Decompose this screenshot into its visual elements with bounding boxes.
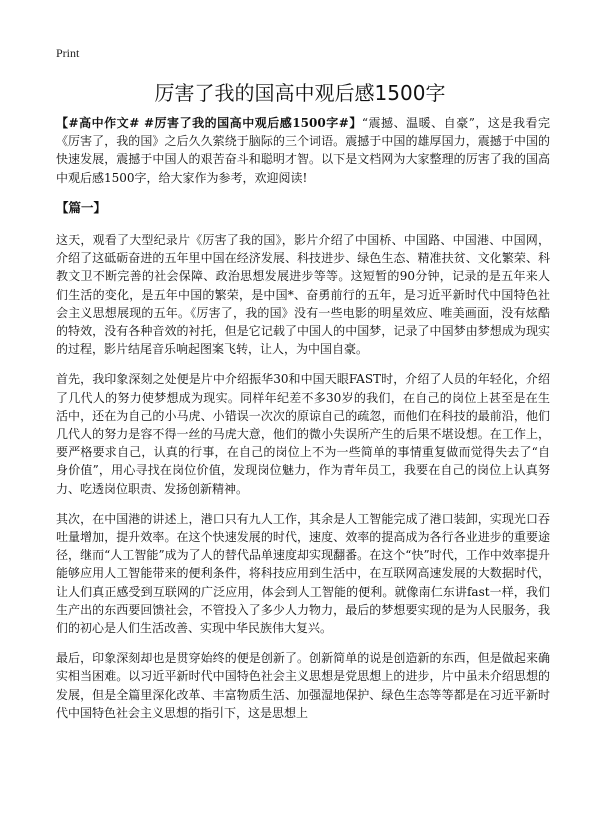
body-paragraph-3: 其次，在中国港的讲述上，港口只有九人工作，其余是人工智能完成了港口装卸，实现光口吞吐量增加，提升效率。在这个快速发展的时代，速度、效率的提高成为各行各业进步的重要途径，继而“人工智能”成为了人的替代品单速度却实现翻番。在这个“快”时代，工作中效率提升能够应用人工智能带来的便利条件，将科技应用到生活中，在互联网高速发展的大数据时代，让人们真正感受到互联网的广泛应用，体会到人工智能的便利。就像南仁东讲fast一样，我们生产出的东西要回馈社会，不管投入了多少人力物力，最后的梦想要实现的是为人民服务，我们的初心是人们生活改善、实现中华民族伟大复兴。 [56,511,550,636]
intro-tag: 【#高中作文# #厉害了我的国高中观后感1500字#】 [56,116,362,130]
page-title: 厉害了我的国高中观后感1500字 [154,81,446,105]
print-link[interactable]: Print [56,46,80,60]
body-paragraph-1: 这天，观看了大型纪录片《厉害了我的国》，影片介绍了中国桥、中国路、中国港、中国网，介绍了这砥砺奋进的五年里中国在经济发展、科技进步、绿色生态、精准扶贫、文化繁荣、科教文卫不断完善的社会保障、政治思想发展进步等等。这短暂的90分钟，记录的是五年来人们生活的变化，是五年中国的繁荣，是中国*、奋勇前行的五年，是习近平新时代中国特色社会主义思想展现的五年。《厉害了，我的国》没有一些电影的明星效应、唯美画面，没有炫酷的特效，没有各种音效的衬托，但是它记载了中国人的中国梦，记录了中国梦由梦想成为现实的过程，影片结尾音乐响起图案飞转，让人，为中国自豪。 [56,233,550,357]
intro-paragraph [56,114,550,187]
body-paragraph-4: 最后，印象深刻却也是贯穿始终的便是创新了。创新简单的说是创造新的东西，但是做起来确实相当困难。以习近平新时代中国特色社会主义思想是党思想上的进步，片中虽未介绍思想的发展，但是全篇里深化改革、丰富物质生活、加强湿地保护、绿色生态等等都是在习近平新时代中国特色社会主义思想的指引下，这是思想上 [56,651,550,720]
article-body [56,114,550,734]
body-paragraph-2: 首先，我印象深刻之处便是片中介绍振华30和中国天眼FAST时，介绍了人员的年轻化，介绍了几代人的努力使梦想成为现实。同样年纪差不多30岁的我们，在自己的岗位上甚至是在生活中，还在为自己的小马虎、小错误一次次的原谅自己的疏忽，而他们在科技的最前沿，他们几代人的努力是容不得一丝的马虎大意，他们的微小失误所产生的后果不堪设想。在工作上，要严格要求自己，认真的行事，在自己的岗位上不为一些简单的事情重复做而觉得失去了“自身价值”，用心寻找在岗位价值，发现岗位魅力，作为青年员工，我要在自己的岗位上认真努力、吃透岗位职责、发扬创新精神。 [56,372,550,496]
section-heading: 【篇一】 [56,199,107,215]
intro-text: “震撼、温暖、自豪”，这是我看完《厉害了，我的国》之后久久萦绕于脑际的三个词语。震撼于中国的雄厚国力，震撼于中国的快速发展，震撼于中国人的艰苦奋斗和聪明才智。以下是文档网为大家整理的厉害了我的国高中观后感1500字，给大家作为参考，欢迎阅读! [56,116,550,185]
